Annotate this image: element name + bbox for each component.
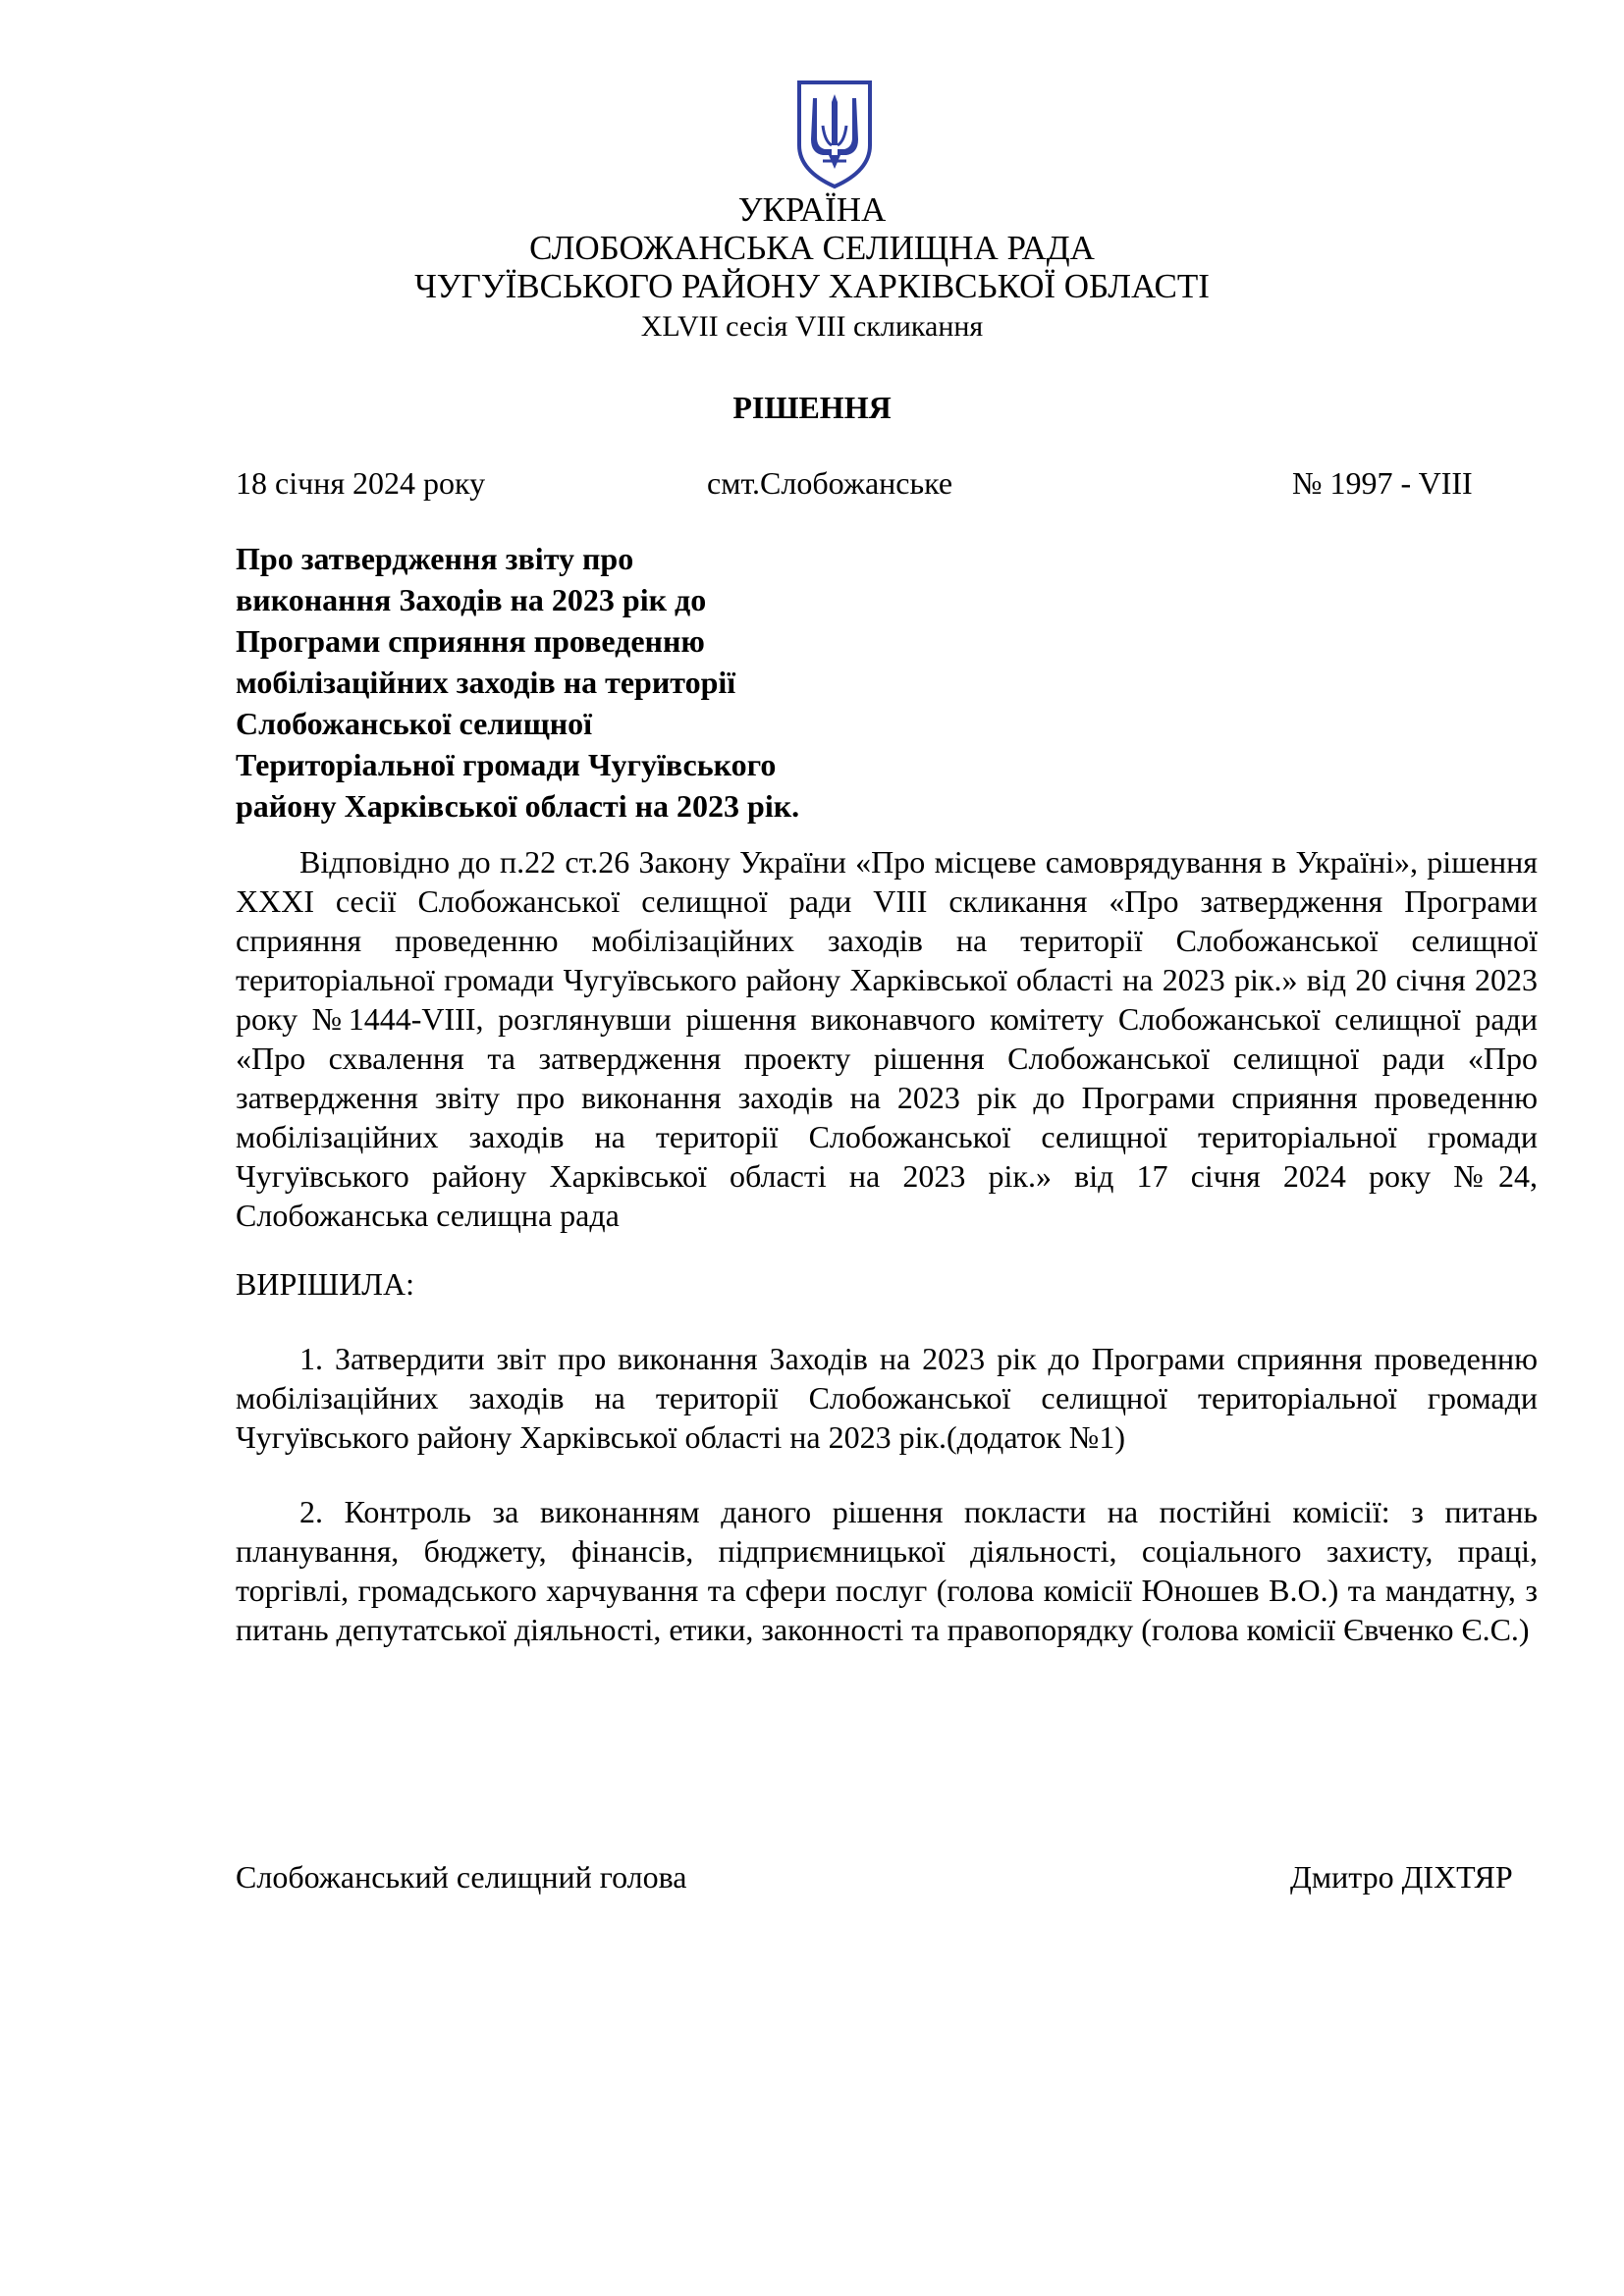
header-session: XLVII сесія VIII скликання bbox=[640, 310, 984, 343]
subject-line: Територіальної громади Чугуївського bbox=[236, 747, 777, 782]
document-header bbox=[0, 190, 1624, 345]
decision-item-2: 2. Контроль за виконанням даного рішення покласти на постійні комісії: з питань планування, бюджету, фінансів, підприємницької діяльності, соціального захисту, праці, торгівлі, громадського харчування та сфери послуг (голова комісії Юношев В.О.) та мандатну, з питань депутатської діяльності, етики, законності та правопорядку (голова комісії Євченко Є.С.) bbox=[236, 1494, 1538, 1647]
document-place: смт.Слобожанське bbox=[707, 465, 953, 501]
document-subject bbox=[236, 538, 903, 827]
signature-name: Дмитро ДІХТЯР bbox=[1290, 1859, 1513, 1895]
subject-line: Слобожанської селищної bbox=[236, 706, 593, 741]
header-country: УКРАЇНА bbox=[737, 190, 887, 229]
subject-line: району Харківської області на 2023 рік. bbox=[236, 788, 800, 824]
subject-line: Програми сприяння проведенню bbox=[236, 623, 705, 659]
decision-item-1: 1. Затвердити звіт про виконання Заходів на 2023 рік до Програми сприяння проведенню мобілізаційних заходів на території Слобожанської селищної територіальної громади Чугуївського району Харківської області на 2023 рік.(додаток №1) bbox=[236, 1341, 1538, 1455]
document-title: РІШЕННЯ bbox=[732, 390, 892, 425]
resolved-label: ВИРІШИЛА: bbox=[236, 1266, 414, 1302]
document-date: 18 січня 2024 року bbox=[236, 465, 486, 501]
basis-paragraph: Відповідно до п.22 ст.26 Закону України «Про місцеве самоврядування в Україні», рішення XXXI сесії Слобожанської селищної ради VIII скликання «Про затвердження Програми сприяння проведенню мобілізаційних заходів на території Слобожанської селищної територіальної громади Чугуївського району Харківської області на 2023 рік.» від 20 січня 2023 року №1444-VIII, розглянувши рішення виконавчого комітету Слобожанської селищної ради «Про схвалення та затвердження проекту рішення Слобожанської селищної ради «Про затвердження звіту про виконання заходів на 2023 рік до Програми сприяння проведенню мобілізаційних заходів на території Слобожанської селищної територіальної громади Чугуївського району Харківської області на 2023 рік.» від 17 січня 2024 року №24, Слобожанська селищна рада bbox=[236, 844, 1538, 1233]
signature-position: Слобожанський селищний голова bbox=[236, 1859, 687, 1895]
header-district: ЧУГУЇВСЬКОГО РАЙОНУ ХАРКІВСЬКОЇ ОБЛАСТІ bbox=[414, 267, 1210, 305]
subject-line: мобілізаційних заходів на території bbox=[236, 665, 736, 700]
header-council: СЛОБОЖАНСЬКА СЕЛИЩНА РАДА bbox=[529, 229, 1095, 267]
subject-line: Про затвердження звіту про bbox=[236, 541, 634, 576]
tryzub-coat-of-arms-icon bbox=[793, 77, 876, 190]
subject-line: виконання Заходів на 2023 рік до bbox=[236, 582, 707, 617]
document-number: № 1997 - VIII bbox=[1292, 465, 1473, 501]
